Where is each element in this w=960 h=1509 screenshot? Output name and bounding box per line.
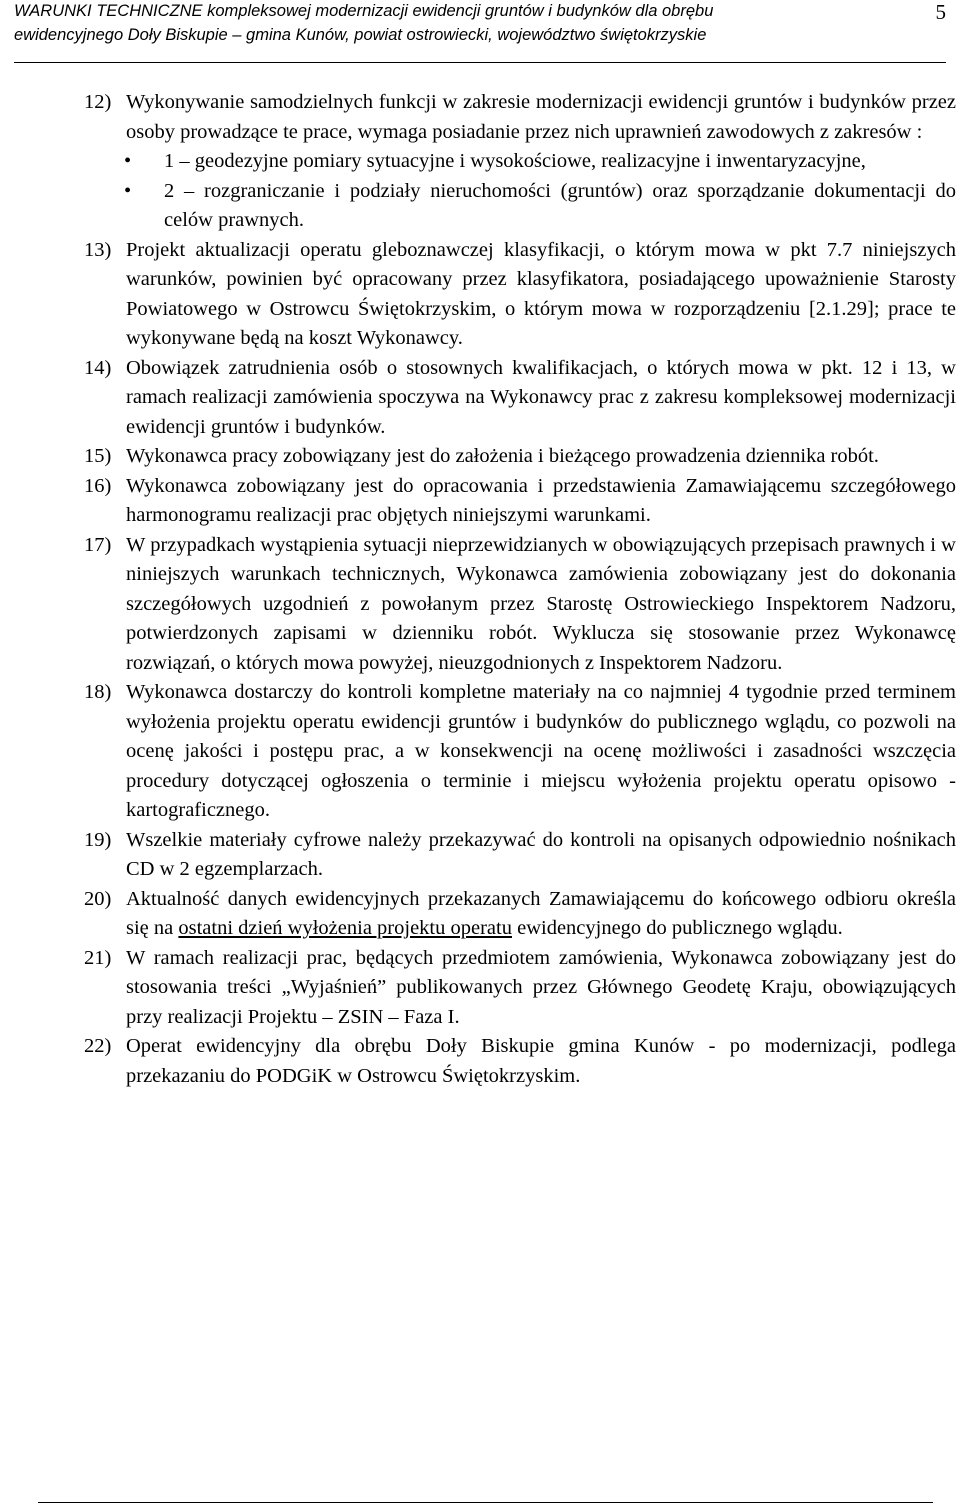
- item-text: Wykonawca zobowiązany jest do opracowania i przedstawienia Zamawiającemu szczegółowego harmonogramu realizacji prac objętych niniejszymi warunkami.: [126, 474, 956, 526]
- item-text: Wykonawca pracy zobowiązany jest do założenia i bieżącego prowadzenia dziennika robót.: [126, 445, 879, 467]
- list-item: [84, 442, 956, 472]
- sub-item-text: 1 – geodezyjne pomiary sytuacyjne i wysokościowe, realizacyjne i inwentaryzacyjne,: [164, 150, 866, 172]
- item-text: Wykonawca dostarczy do kontroli kompletne materiały na co najmniej 4 tygodnie przed terminem wyłożenia projektu operatu ewidencji gruntów i budynków do publicznego wglądu, co pozwoli na ocenę jakości i postępu prac, a w konsekwencji na ocenę możliwości i zasadności wszczęcia procedury dotyczącej ogłoszenia o terminie i miejscu wyłożenia projektu operatu opisowo - kartograficznego.: [126, 681, 956, 821]
- item-text: ewidencyjnego do publicznego wglądu.: [511, 917, 843, 939]
- list-item: [84, 88, 956, 147]
- item-number: 18): [84, 681, 112, 703]
- page-header: [14, 0, 946, 63]
- item-number: 21): [84, 946, 112, 969]
- list-item: [84, 885, 956, 944]
- item-number: 17): [84, 533, 112, 556]
- list-item: [84, 531, 956, 679]
- item-text: W przypadkach wystąpienia sytuacji nieprzewidzianych w obowiązujących przepisach prawnych i w niniejszych warunkach technicznych, Wykonawca zamówienia zobowiązany jest do dokonania szczegółowych uzgodnień z powołanym przez Starostę Ostrowieckiego Inspektorem Nadzoru, potwierdzonych zapisami w dzienniku robót. Wyklucza się stosowanie przez Wykonawcę rozwiązań, o których mowa powyżej, nieuzgodnionych z Inspektorem Nadzoru.: [126, 533, 956, 674]
- item-number: 19): [84, 828, 112, 851]
- list-item: [84, 1032, 956, 1091]
- page-number: 5: [935, 0, 946, 24]
- item-text: W ramach realizacji prac, będących przedmiotem zamówienia, Wykonawca zobowiązany jest do stosowania treści „Wyjaśnień” publikowanych przez Głównego Geodetę Kraju, obowiązujących przy realizacji Projektu – ZSIN – Faza I.: [126, 946, 956, 1028]
- list-item: [84, 944, 956, 1033]
- item-text: Operat ewidencyjny dla obrębu Doły Biskupie gmina Kunów - po modernizacji, podlega przekazaniu do PODGiK w Ostrowcu Świętokrzyskim.: [126, 1035, 956, 1087]
- bullet-icon: •: [124, 150, 132, 172]
- item-number: 12): [84, 91, 112, 113]
- item-text: Obowiązek zatrudnienia osób o stosownych kwalifikacjach, o których mowa w pkt. 12 i 13, w ramach realizacji zamówienia spoczywa na Wykonawcy prac z zakresu kompleksowej modernizacji ewidencji gruntów i budynków.: [126, 356, 956, 438]
- sub-item-text: 2 – rozgraniczanie i podziały nieruchomości (gruntów) oraz sporządzanie dokumentacji do celów prawnych.: [164, 179, 956, 231]
- list-item: [84, 236, 956, 354]
- item-text-underlined: ostatni dzień wyłożenia projektu operatu: [178, 917, 512, 939]
- item-number: 15): [84, 445, 112, 467]
- item-number: 16): [84, 474, 112, 497]
- item-number: 13): [84, 238, 112, 261]
- item-text: Wykonywanie samodzielnych funkcji w zakresie modernizacji ewidencji gruntów i budynków przez osoby prowadzące te prace, wymaga posiadanie przez nich uprawnień zawodowych z zakresów :: [126, 91, 956, 143]
- item-number: 22): [84, 1035, 112, 1057]
- document-body: [84, 88, 956, 1091]
- bullet-icon: •: [124, 179, 132, 202]
- item-text: Aktualność danych ewidencyjnych przekazanych Zamawiającemu do końcowego odbioru określa się na: [126, 887, 956, 939]
- list-item: [84, 472, 956, 531]
- footer-divider: [38, 1502, 933, 1503]
- item-number: 14): [84, 356, 112, 379]
- item-text: Wszelkie materiały cyfrowe należy przekazywać do kontroli na opisanych odpowiednio nośnikach CD w 2 egzemplarzach.: [126, 828, 956, 880]
- header-title-line-2: ewidencyjnego Doły Biskupie – gmina Kunów, powiat ostrowiecki, województwo świętokrzyskie: [14, 26, 707, 44]
- sub-list-item: [84, 147, 956, 177]
- list-item: [84, 826, 956, 885]
- header-title-line-1: WARUNKI TECHNICZNE kompleksowej modernizacji ewidencji gruntów i budynków dla obrębu: [14, 2, 714, 20]
- sub-list-item: [84, 177, 956, 236]
- item-number: 20): [84, 887, 112, 910]
- list-item: [84, 678, 956, 826]
- list-item: [84, 354, 956, 443]
- item-text: Projekt aktualizacji operatu gleboznawczej klasyfikacji, o którym mowa w pkt 7.7 niniejszych warunków, powinien być opracowany przez klasyfikatora, posiadającego upoważnienie Starosty Powiatowego w Ostrowcu Świętokrzyskim, o którym mowa w rozporządzeniu [2.1.29]; prace te wykonywane będą na koszt Wykonawcy.: [126, 238, 956, 349]
